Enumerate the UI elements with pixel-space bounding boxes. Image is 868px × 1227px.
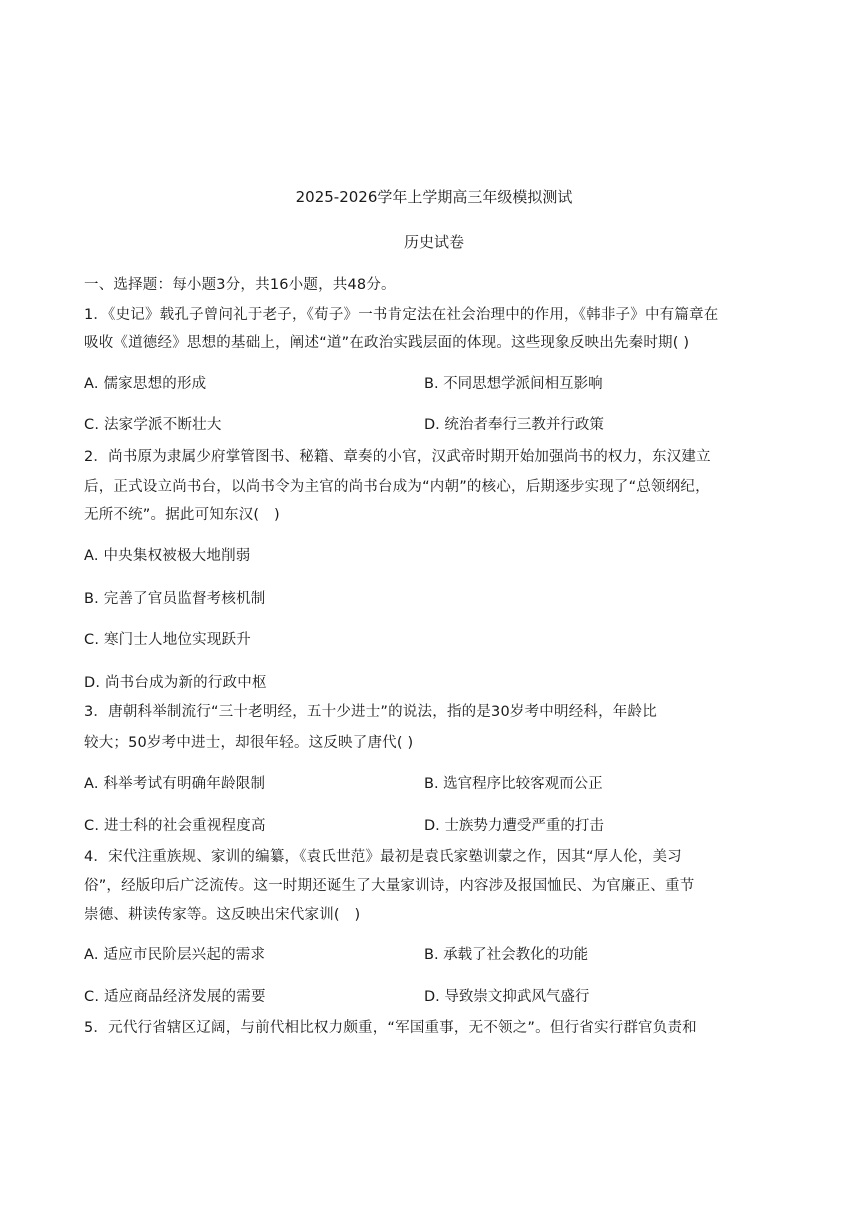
question-4-option-d[interactable]: D. 导致崇文抑武风气盛行 — [424, 989, 590, 1005]
question-5-stem-line-1: 5．元代行省辖区辽阔，与前代相比权力颇重，“军国重事，无不领之”。但行省实行群官负责和 — [84, 1020, 697, 1036]
question-1-option-b[interactable]: B. 不同思想学派间相互影响 — [424, 376, 603, 392]
exam-title: 2025-2026学年上学期高三年级模拟测试 — [295, 188, 573, 206]
question-3-stem-line-1: 3．唐朝科举制流行“三十老明经，五十少进士”的说法，指的是30岁考中明经科，年龄比 — [84, 704, 657, 720]
question-3-option-a[interactable]: A. 科举考试有明确年龄限制 — [84, 776, 266, 792]
section-header: 一、选择题：每小题3分，共16小题，共48分。 — [84, 277, 396, 293]
question-3-option-d[interactable]: D. 士族势力遭受严重的打击 — [424, 818, 604, 834]
question-3-option-b[interactable]: B. 选官程序比较客观而公正 — [424, 776, 603, 792]
question-3-stem-line-2: 较大；50岁考中进士，却很年轻。这反映了唐代( ) — [84, 735, 414, 751]
question-1-stem-line-1: 1．《史记》载孔子曾问礼于老子，《荀子》一书肯定法在社会治理中的作用，《韩非子》中有篇章在 — [84, 307, 719, 323]
question-2-stem-line-1: 2．尚书原为隶属少府掌管图书、秘籍、章奏的小官，汉武帝时期开始加强尚书的权力，东汉建立 — [84, 449, 711, 465]
exam-subject: 历史试卷 — [403, 233, 464, 251]
question-3-option-c[interactable]: C. 进士科的社会重视程度高 — [84, 818, 266, 834]
question-2-option-d[interactable]: D. 尚书台成为新的行政中枢 — [84, 675, 267, 691]
question-2-option-c[interactable]: C. 寒门士人地位实现跃升 — [84, 632, 251, 648]
question-1-stem-line-2: 吸收《道德经》思想的基础上，阐述“道”在政治实践层面的体现。这些现象反映出先秦时期( ) — [84, 335, 690, 351]
question-1-option-c[interactable]: C. 法家学派不断壮大 — [84, 417, 222, 433]
question-1-option-a[interactable]: A. 儒家思想的形成 — [84, 376, 207, 392]
question-4-option-a[interactable]: A. 适应市民阶层兴起的需求 — [84, 947, 266, 963]
question-1-option-d[interactable]: D. 统治者奉行三教并行政策 — [424, 417, 604, 433]
question-2-stem-line-2: 后，正式设立尚书台，以尚书令为主官的尚书台成为“内朝”的核心，后期逐步实现了“总领纲纪， — [84, 479, 710, 495]
question-2-stem-line-3: 无所不统”。据此可知东汉( ) — [84, 507, 280, 523]
question-4-stem-line-1: 4．宋代注重族规、家训的编纂，《袁氏世范》最初是袁氏家塾训蒙之作，因其“厚人伦，美习 — [84, 849, 682, 865]
question-4-option-c[interactable]: C. 适应商品经济发展的需要 — [84, 989, 266, 1005]
question-2-option-a[interactable]: A. 中央集权被极大地削弱 — [84, 548, 251, 564]
question-4-stem-line-3: 崇德、耕读传家等。这反映出宋代家训( ) — [84, 907, 361, 923]
question-4-option-b[interactable]: B. 承载了社会教化的功能 — [424, 947, 589, 963]
question-2-option-b[interactable]: B. 完善了官员监督考核机制 — [84, 591, 266, 607]
question-4-stem-line-2: 俗”，经版印后广泛流传。这一时期还诞生了大量家训诗，内容涉及报国恤民、为官廉正、重节 — [84, 878, 695, 894]
